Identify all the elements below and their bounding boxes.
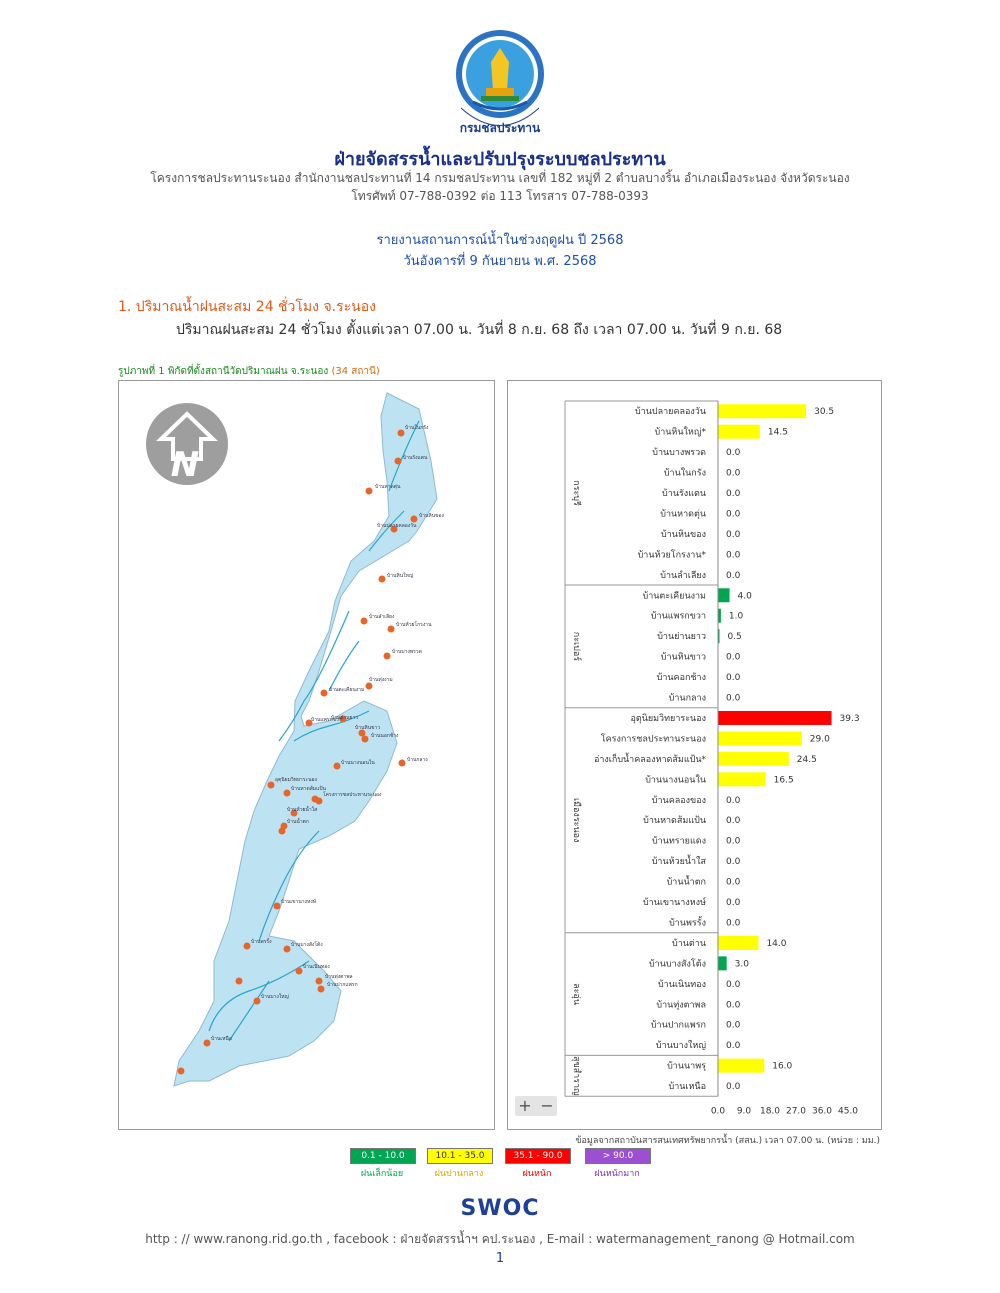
station-tick-label: บ้านหินขาว (660, 652, 706, 663)
rain-value-label: 0.0 (726, 468, 741, 479)
map-station-label: บ้านเนินทอง (303, 964, 330, 970)
rain-value-label: 0.0 (726, 795, 741, 806)
map-station-label: บ้านบางใหญ่ (261, 994, 289, 1000)
rain-bar (718, 752, 789, 766)
x-tick-label: 27.0 (785, 1106, 807, 1117)
rain-bar (718, 711, 832, 725)
map-station-label: บ้านหาดตุ่น (375, 484, 401, 490)
rain-value-label: 0.0 (726, 877, 741, 888)
map-station-label: โครงการชลประทานระนอง (323, 792, 382, 798)
station-tick-label: บ้านตะเคียนงาม (642, 591, 706, 602)
north-label: N (170, 445, 200, 485)
map-station-label: บ้านนอกช้าง (371, 733, 399, 739)
address-line-1: โครงการชลประทานระนอง สำนักงานชลประทานที่ 14 กรมชลประทาน เลขที่ 182 หมู่ที่ 2 ตำบลบางริ้น อำเภอเมืองระนอง จังหวัดระนอง (150, 171, 850, 185)
rain-value-label: 0.0 (726, 529, 741, 540)
rain-value-label: 30.5 (814, 407, 835, 418)
x-tick-label: 45.0 (837, 1106, 859, 1117)
swoc-brand: SWOC (460, 1196, 540, 1221)
station-tick-label: บ้านลำเลียง (660, 570, 706, 581)
station-tick-label: บ้านนางนอนใน (645, 775, 706, 786)
group-label: เมืองระนอง (571, 798, 581, 843)
rain-value-label: 0.0 (726, 1041, 741, 1052)
rain-bar (718, 956, 727, 970)
map-station-label: บ้านลำเลียง (369, 614, 395, 620)
rain-value-label: 24.5 (796, 754, 817, 765)
rain-bar (718, 404, 806, 418)
rain-value-label: 0.5 (727, 632, 742, 643)
figure-caption (118, 364, 380, 379)
station-tick-label: บ้านห้วยโกรงาน* (637, 550, 706, 561)
rain-value-label: 0.0 (726, 1000, 741, 1011)
map-station-label: บ้านรังแตน (403, 455, 428, 461)
station-tick-label: บ้านบางใหญ่ (655, 1041, 706, 1052)
station-tick-label: บ้านหาดส้มแป้น (643, 816, 706, 827)
map-station-label: บ้านเขานางหงษ์ (281, 899, 317, 905)
legend-label-heavy: ฝนหนัก (522, 1169, 552, 1179)
station-map (119, 381, 494, 1129)
station-tick-label: บ้านต่าน (672, 938, 706, 949)
map-station-label: บ้านปลายคลองวัน (377, 523, 417, 529)
legend-range-moderate: 10.1 - 35.0 (427, 1148, 493, 1164)
x-tick-label: 36.0 (811, 1106, 833, 1117)
station-tick-label: บ้านนาพรุ (667, 1061, 706, 1072)
rain-value-label: 29.0 (809, 734, 830, 745)
map-station-label: บ้านบางพรวด (392, 649, 422, 655)
map-station-label: บ้านหินขาว (355, 725, 381, 731)
station-tick-label: บ้านในกรัง (663, 468, 706, 479)
station-tick-label: บ้านปลายคลองวัน (634, 407, 706, 418)
station-tick-label: อุตุนิยมวิทยาระนอง (630, 713, 706, 724)
page-number: 1 (495, 1251, 505, 1266)
rain-value-label: 14.5 (767, 427, 788, 438)
legend-label-moderate: ฝนปานกลาง (434, 1169, 484, 1179)
rain-value-label: 0.0 (726, 816, 741, 827)
logo-text: กรมชลประทาน (459, 121, 541, 135)
rain-bar (718, 588, 730, 602)
station-tick-label: บ้านพรรั้ง (669, 918, 706, 929)
rainfall-chart (508, 381, 881, 1129)
station-tick-label: บ้านน้ำตก (666, 877, 706, 888)
rain-value-label: 16.5 (773, 775, 794, 786)
rain-value-label: 0.0 (726, 550, 741, 561)
rain-value-label: 0.0 (726, 1082, 741, 1093)
group-label: สุขสำราญ (571, 1055, 581, 1096)
legend-range-very-heavy: > 90.0 (585, 1148, 651, 1164)
rain-value-label: 0.0 (726, 570, 741, 581)
station-map-panel (118, 380, 495, 1130)
address-line-2: โทรศัพท์ 07-788-0392 ต่อ 113 โทรสาร 07-788-0393 (351, 189, 649, 203)
map-station-label: บ้านเหนือ (211, 1036, 232, 1042)
station-tick-label: บ้านคอกช้าง (656, 673, 706, 684)
station-count: (34 สถานี) (331, 366, 380, 377)
section-description: ปริมาณฝนสะสม 24 ชั่วโมง ตั้งแต่เวลา 07.00 น. วันที่ 8 ก.ย. 68 ถึง เวลา 07.00 น. วันที่ 9 ก.ย. 68 (176, 322, 783, 338)
rain-value-label: 0.0 (726, 979, 741, 990)
x-tick-label: 0.0 (710, 1106, 726, 1117)
group-label: กะเปอร์ (571, 631, 581, 662)
map-station-label: อุตุนิยมวิทยาระนอง (275, 777, 317, 783)
report-date: วันอังคารที่ 9 กันยายน พ.ศ. 2568 (403, 254, 597, 269)
map-station-label: บ้านกลาง (407, 757, 428, 763)
station-tick-label: อ่างเก็บน้ำคลองหาดส้มแป้น* (593, 754, 706, 765)
figure-caption-text: รูปภาพที่ 1 พิกัดที่ตั้งสถานีวัดปริมาณฝน จ.ระนอง (118, 366, 329, 377)
rain-bar (718, 772, 766, 786)
station-tick-label: บ้านคลองของ (651, 795, 706, 806)
rain-value-label: 16.0 (772, 1061, 793, 1072)
map-station-label: บ้านห้วยน้ำใส (287, 807, 318, 813)
rain-value-label: 1.0 (728, 611, 744, 622)
north-arrow-icon (146, 403, 228, 485)
rainfall-chart-panel (507, 380, 882, 1130)
rain-value-label: 0.0 (726, 836, 741, 847)
station-tick-label: โครงการชลประทานระนอง (600, 734, 706, 745)
section-heading: 1. ปริมาณน้ำฝนสะสม 24 ชั่วโมง จ.ระนอง (118, 299, 376, 315)
legend-label-very-heavy: ฝนหนักมาก (594, 1169, 640, 1179)
legend-label-light: ฝนเล็กน้อย (360, 1169, 404, 1179)
group-label: ละอุ่น (571, 983, 581, 1006)
map-station-label: บ้านหาดส้มแป้น (291, 786, 326, 792)
station-tick-label: บ้านเนินทอง (657, 979, 706, 990)
rain-bar (718, 1059, 764, 1073)
map-station-label: บ้านย่านยาว (331, 715, 359, 721)
rain-value-label: 0.0 (726, 693, 741, 704)
rain-value-label: 39.3 (839, 713, 860, 724)
station-tick-label: บ้านเหนือ (668, 1082, 706, 1093)
map-station-label: บ้านทุ่งตาพล (325, 974, 353, 980)
province-shape (174, 393, 437, 1086)
station-tick-label: บ้านย่านยาว (657, 632, 706, 643)
rain-bar (718, 731, 802, 745)
station-tick-label: บ้านปากแพรก (650, 1020, 706, 1031)
map-station-label: บ้านหินใหญ่ (387, 573, 414, 579)
rain-value-label: 14.0 (766, 938, 787, 949)
rain-value-label: 0.0 (726, 918, 741, 929)
station-tick-label: บ้านห้วยน้ำใส (651, 857, 706, 868)
station-tick-label: บ้านหาดตุ่น (660, 509, 706, 520)
station-tick-label: บ้านทุ่งตาพล (656, 1000, 706, 1011)
rain-bar (718, 425, 760, 439)
legend-range-light: 0.1 - 10.0 (350, 1148, 416, 1164)
department-title: ฝ่ายจัดสรรน้ำและปรับปรุงระบบชลประทาน (334, 149, 666, 170)
footer-contact: http : // www.ranong.rid.go.th , facebook : ฝ่ายจัดสรรน้ำฯ คป.ระนอง , E-mail : watermanagement_ranong @ Hotmail.com (145, 1232, 855, 1246)
station-tick-label: บ้านรังแตน (662, 489, 706, 500)
map-station-label: บ้านปากแพรก (327, 982, 358, 988)
rain-value-label: 4.0 (737, 591, 752, 602)
station-tick-label: บ้านบางพรวด (652, 448, 706, 459)
source-note: ข้อมูลจากสถาบันสารสนเทศทรัพยากรน้ำ (สสน.) เวลา 07.00 น. (หน่วย : มม.) (575, 1136, 880, 1146)
rain-value-label: 3.0 (734, 959, 749, 970)
rain-value-label: 0.0 (726, 448, 741, 459)
map-station-label: บ้านหินของ (419, 513, 444, 519)
map-station-label: บ้านนางนอนใน (341, 760, 375, 766)
x-tick-label: 9.0 (736, 1106, 752, 1117)
legend-range-heavy: 35.1 - 90.0 (505, 1148, 571, 1164)
rain-value-label: 0.0 (726, 898, 741, 909)
zoom-controls (515, 1096, 557, 1116)
map-station-label: บ้านทุ่งงาม (369, 677, 393, 683)
rain-value-label: 0.0 (726, 673, 741, 684)
map-station-label: บ้านพรรั้ง (251, 939, 272, 945)
station-tick-label: บ้านเขานางหงษ์ (642, 898, 706, 909)
station-tick-label: บ้านทรายแดง (651, 836, 706, 847)
map-station-label: บ้านห้วยโกรงาน (396, 622, 432, 628)
map-station-label: บ้านในกรัง (405, 425, 429, 431)
map-station-label: บ้านตะเคียนงาม (329, 687, 365, 693)
group-label: กระบุรี (571, 480, 581, 506)
rid-logo (453, 28, 547, 138)
zoom-in-button[interactable]: + (518, 1096, 532, 1115)
map-station-label: บ้านน้ำตก (287, 819, 309, 825)
station-tick-label: บ้านกลาง (668, 693, 706, 704)
map-station-label: บ้านแพรกขวา (311, 717, 342, 723)
report-title: รายงานสถานการณ์น้ำในช่วงฤดูฝน ปี 2568 (376, 233, 624, 248)
rain-value-label: 0.0 (726, 1020, 741, 1031)
zoom-out-button[interactable]: − (540, 1096, 554, 1115)
rain-value-label: 0.0 (726, 489, 741, 500)
rain-value-label: 0.0 (726, 509, 741, 520)
rain-value-label: 0.0 (726, 857, 741, 868)
x-tick-label: 18.0 (759, 1106, 781, 1117)
station-tick-label: บ้านบางสังโต้ง (648, 959, 706, 970)
station-tick-label: บ้านแพรกขวา (650, 611, 706, 622)
rain-bar (718, 936, 758, 950)
map-station-label: บ้านบางสังโต้ง (291, 942, 323, 948)
station-tick-label: บ้านหินใหญ่* (654, 427, 706, 438)
rain-value-label: 0.0 (726, 652, 741, 663)
station-tick-label: บ้านหินของ (661, 529, 706, 540)
